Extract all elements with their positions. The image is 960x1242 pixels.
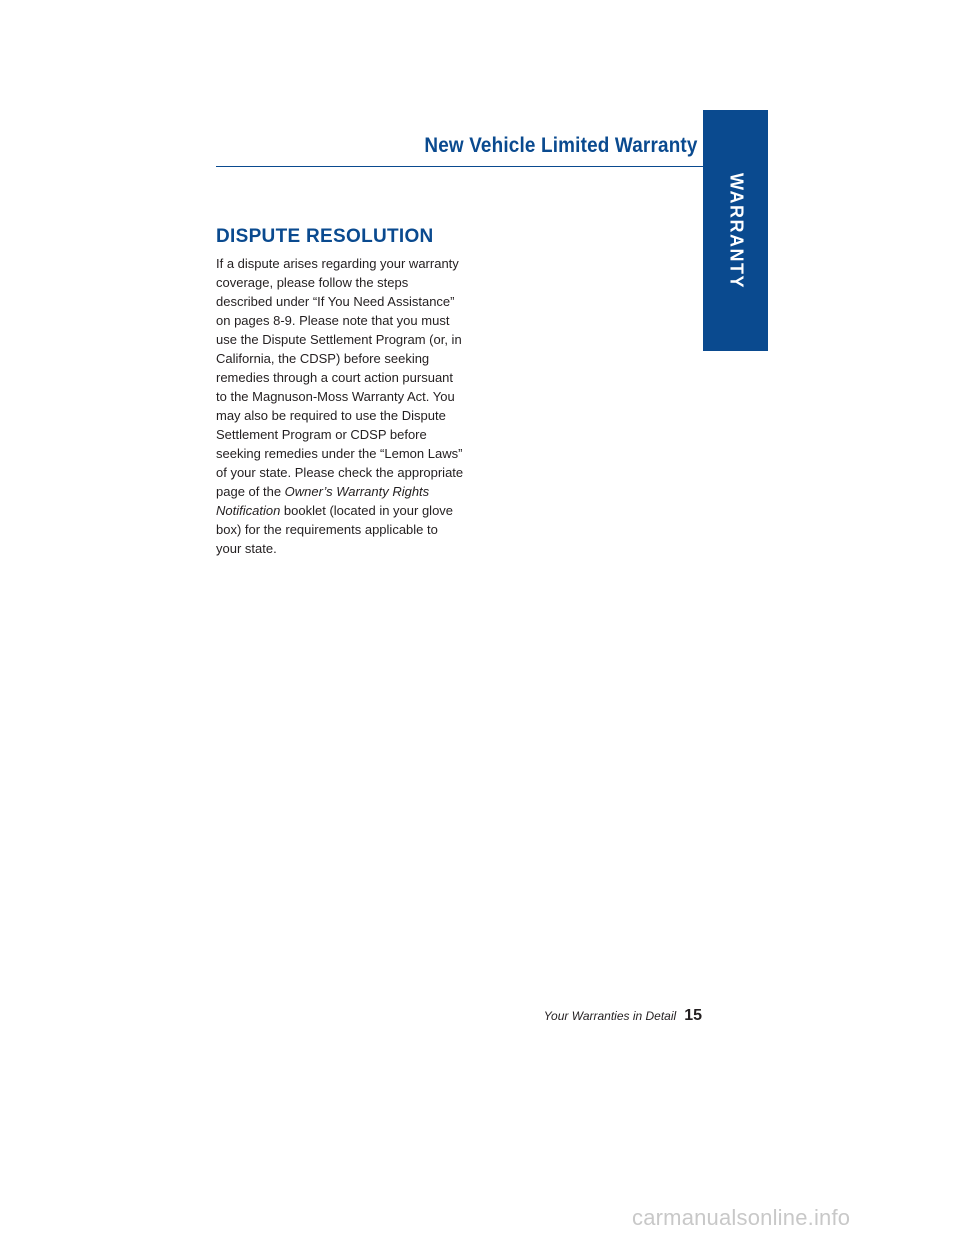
body-line-prefix: page of the xyxy=(216,484,285,499)
body-line: If a dispute arises regarding your warranty xyxy=(216,256,459,271)
body-line: your state. xyxy=(216,541,277,556)
body-line: of your state. Please check the appropriate xyxy=(216,465,464,480)
side-tab-label: WARRANTY xyxy=(726,172,746,289)
section-side-tab xyxy=(703,110,768,351)
booklet-title-part-1: Owner’s Warranty Rights xyxy=(284,484,430,499)
watermark: carmanualsonline.info xyxy=(632,1205,851,1230)
body-line: coverage, please follow the steps xyxy=(216,275,409,290)
header-divider xyxy=(216,166,703,167)
body-line: Settlement Program or CDSP before xyxy=(216,427,427,442)
page-footer xyxy=(544,1007,702,1025)
body-line-suffix: booklet (located in your glove xyxy=(280,503,454,518)
section-heading: DISPUTE RESOLUTION xyxy=(216,226,434,247)
body-line: on pages 8-9. Please note that you must xyxy=(216,313,450,328)
body-line: box) for the requirements applicable to xyxy=(216,522,438,537)
body-line: may also be required to use the Dispute xyxy=(216,408,446,423)
page-title: New Vehicle Limited Warranty xyxy=(424,134,698,157)
body-line xyxy=(216,501,456,520)
body-line: described under “If You Need Assistance” xyxy=(216,294,455,309)
booklet-title-part-2: Notification xyxy=(216,503,281,518)
page-number: 15 xyxy=(684,1007,702,1024)
body-paragraph xyxy=(216,254,464,558)
body-line: use the Dispute Settlement Program (or, in xyxy=(216,332,462,347)
body-line xyxy=(216,482,456,501)
body-line: remedies through a court action pursuant xyxy=(216,370,454,385)
footer-section-label: Your Warranties in Detail xyxy=(543,1009,677,1023)
body-line: to the Magnuson-Moss Warranty Act. You xyxy=(216,389,455,404)
body-line: California, the CDSP) before seeking xyxy=(216,351,430,366)
body-line: seeking remedies under the “Lemon Laws” xyxy=(216,446,463,461)
